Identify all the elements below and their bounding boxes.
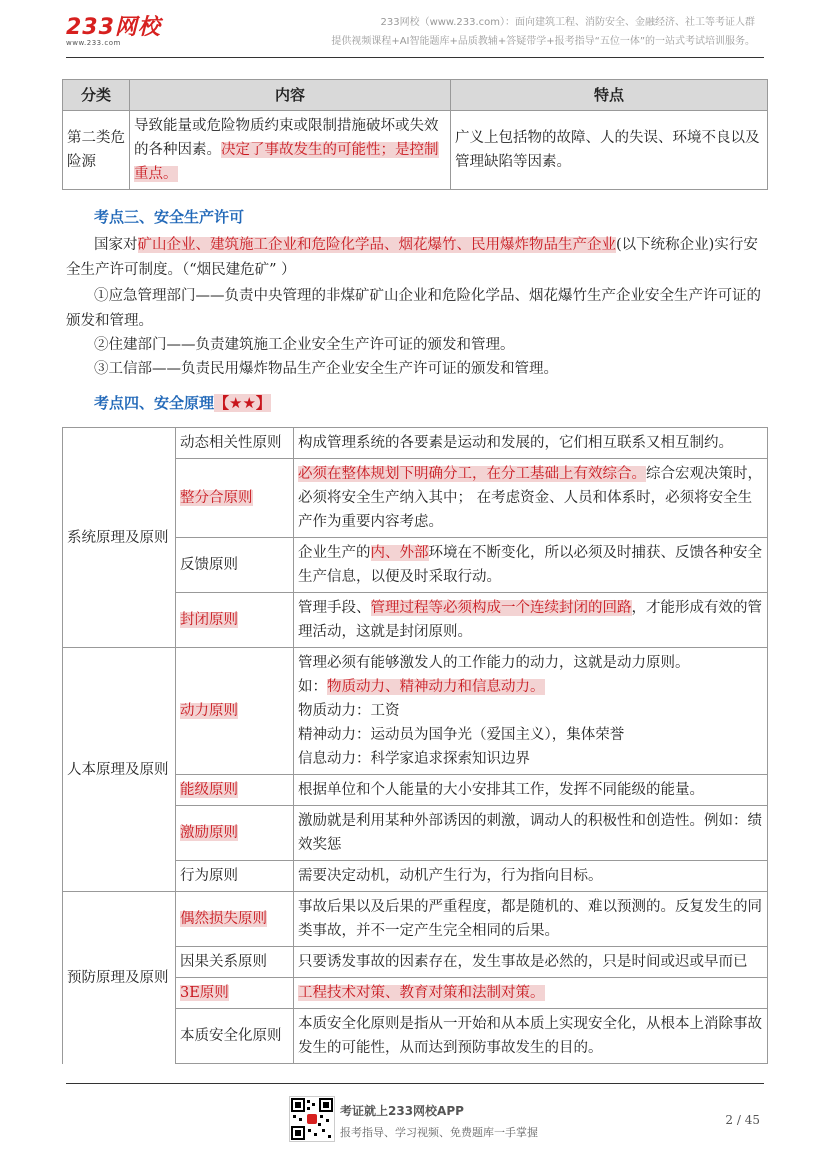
page-number: 2 / 45 bbox=[725, 1113, 760, 1127]
principle-name: 反馈原则 bbox=[176, 538, 294, 593]
desc-text: 如： bbox=[298, 679, 327, 695]
p1-text: 国家对 bbox=[94, 237, 138, 253]
principle-name: 动态相关性原则 bbox=[176, 428, 294, 459]
col-header-category: 分类 bbox=[63, 80, 130, 111]
desc-line: 管理必须有能够激发人的工作能力的动力，这就是动力原则。 bbox=[298, 655, 690, 671]
desc-highlight: 物质动力、精神动力和信息动力。 bbox=[327, 679, 545, 695]
name-highlight: 偶然损失原则 bbox=[180, 911, 267, 927]
p1-highlight: 矿山企业、建筑施工企业和危险化学品、烟花爆竹、民用爆炸物品生产企业 bbox=[137, 237, 616, 253]
principle-name bbox=[176, 978, 294, 1009]
footer-subtitle: 报考指导、学习视频、免费题库一手掌握 bbox=[340, 1126, 538, 1139]
section-title-3: 考点三、安全生产许可 bbox=[94, 208, 245, 226]
principle-desc: 本质安全化原则是指从一开始和从本质上实现安全化，从根本上消除事故发生的可能性，从而达到预防事故发生的目的。 bbox=[294, 1009, 768, 1064]
header-divider bbox=[66, 57, 764, 58]
principles-table bbox=[62, 427, 768, 1064]
desc-highlight: 内、外部 bbox=[370, 545, 429, 561]
star-rating: 【★★】 bbox=[214, 394, 271, 412]
section-4-text: 考点四、安全原理 bbox=[94, 394, 215, 412]
name-highlight: 3E原则 bbox=[180, 985, 229, 1001]
principle-desc: 激励就是利用某种外部诱因的刺激，调动人的积极性和创造性。例如：绩效奖惩 bbox=[294, 806, 768, 861]
table-header-row bbox=[63, 80, 768, 111]
principle-desc bbox=[294, 459, 768, 538]
principle-name: 因果关系原则 bbox=[176, 947, 294, 978]
page-header bbox=[0, 0, 830, 60]
name-highlight: 封闭原则 bbox=[180, 612, 238, 628]
group-system: 系统原理及原则 bbox=[63, 428, 176, 648]
table-row bbox=[63, 111, 768, 190]
desc-line: 物质动力：工资 bbox=[298, 703, 400, 719]
principle-desc: 根据单位和个人能量的大小安排其工作，发挥不同能级的能量。 bbox=[294, 775, 768, 806]
footer-divider bbox=[66, 1083, 764, 1084]
cell-category: 第二类危险源 bbox=[63, 111, 130, 190]
content-text: 导致能量或危险物质约束或限制措施破坏或失效的各种因素。 bbox=[134, 118, 439, 158]
paragraph-4: ③工信部——负责民用爆炸物品生产企业安全生产许可证的颁发和管理。 bbox=[94, 361, 558, 377]
principle-desc bbox=[294, 648, 768, 775]
paragraph-1 bbox=[66, 233, 766, 283]
desc-text: 环境在不断变化，所以必须及时捕获、反馈各种安全生产信息，以便及时采取行动。 bbox=[298, 545, 762, 585]
qr-code-icon bbox=[289, 1096, 335, 1142]
desc-line bbox=[298, 675, 763, 699]
table-row bbox=[63, 428, 768, 459]
header-slogan bbox=[331, 13, 755, 51]
principle-name bbox=[176, 806, 294, 861]
desc-text: 企业生产的 bbox=[298, 545, 371, 561]
col-header-feature: 特点 bbox=[451, 80, 768, 111]
principle-name bbox=[176, 459, 294, 538]
cell-content bbox=[130, 111, 451, 190]
desc-line: 精神动力：运动员为国争光（爱国主义），集体荣誉 bbox=[298, 727, 625, 743]
col-header-content: 内容 bbox=[130, 80, 451, 111]
p1-text-end: (以下统称企业)实行安全生产许可制度。（“烟民建危矿” ） bbox=[66, 237, 758, 278]
principle-desc bbox=[294, 978, 768, 1009]
desc-line: 信息动力：科学家追求探索知识边界 bbox=[298, 751, 530, 767]
table-row bbox=[63, 648, 768, 775]
principle-desc bbox=[294, 538, 768, 593]
desc-highlight: 工程技术对策、教育对策和法制对策。 bbox=[298, 985, 545, 1001]
principle-desc: 需要决定动机，动机产生行为，行为指向目标。 bbox=[294, 861, 768, 892]
principle-name bbox=[176, 593, 294, 648]
footer-title: 考证就上233网校APP bbox=[340, 1104, 464, 1118]
header-line-1: 233网校（www.233.com）：面向建筑工程、消防安全、金融经济、社工等考证人群 bbox=[380, 17, 755, 28]
paragraph-3: ②住建部门——负责建筑施工企业安全生产许可证的颁发和管理。 bbox=[94, 337, 515, 353]
principle-desc bbox=[294, 593, 768, 648]
logo-url: www.233.com bbox=[66, 39, 121, 47]
principle-name bbox=[176, 648, 294, 775]
principle-name: 行为原则 bbox=[176, 861, 294, 892]
principle-desc: 构成管理系统的各要素是运动和发展的，它们相互联系又相互制约。 bbox=[294, 428, 768, 459]
desc-text: 管理手段、 bbox=[298, 600, 371, 616]
desc-highlight: 管理过程等必须构成一个连续封闭的回路 bbox=[370, 600, 632, 616]
cell-feature: 广义上包括物的故障、人的失误、环境不良以及管理缺陷等因素。 bbox=[451, 111, 768, 190]
principle-desc: 只要诱发事故的因素存在，发生事故是必然的，只是时间或迟或早而已 bbox=[294, 947, 768, 978]
desc-text: ，才能形成有效的管理活动，这就是封闭原则。 bbox=[298, 600, 762, 640]
principle-name bbox=[176, 892, 294, 947]
name-highlight: 能级原则 bbox=[180, 782, 238, 798]
desc-text: 综合宏观决策时，必须将安全生产纳入其中； 在考虑资金、人员和体系时，必须将安全生产作为重要内容考虑。 bbox=[298, 466, 762, 530]
header-line-2: 提供视频课程+AI智能题库+品质教辅+答疑带学+报考指导“五位一体”的一站式考试培训服务。 bbox=[331, 36, 755, 47]
name-highlight: 动力原则 bbox=[180, 703, 238, 719]
logo-text: 233网校 bbox=[66, 15, 161, 40]
principle-desc: 事故后果以及后果的严重程度，都是随机的、难以预测的。反复发生的同类事故，并不一定产生完全相同的后果。 bbox=[294, 892, 768, 947]
name-highlight: 整分合原则 bbox=[180, 490, 253, 506]
group-human: 人本原理及原则 bbox=[63, 648, 176, 892]
logo bbox=[66, 10, 161, 47]
hazard-table bbox=[62, 79, 768, 190]
group-prevention: 预防原理及原则 bbox=[63, 892, 176, 1064]
paragraph-2: ①应急管理部门——负责中央管理的非煤矿矿山企业和危险化学品、烟花爆竹生产企业安全生产许可证的颁发和管理。 bbox=[66, 288, 761, 329]
principle-name bbox=[176, 775, 294, 806]
table-row bbox=[63, 892, 768, 947]
name-highlight: 激励原则 bbox=[180, 825, 238, 841]
section-title-4 bbox=[94, 392, 271, 413]
principle-name: 本质安全化原则 bbox=[176, 1009, 294, 1064]
desc-highlight: 必须在整体规划下明确分工，在分工基础上有效综合。 bbox=[298, 466, 646, 482]
content-highlight: 决定了事故发生的可能性；是控制重点。 bbox=[134, 142, 439, 182]
